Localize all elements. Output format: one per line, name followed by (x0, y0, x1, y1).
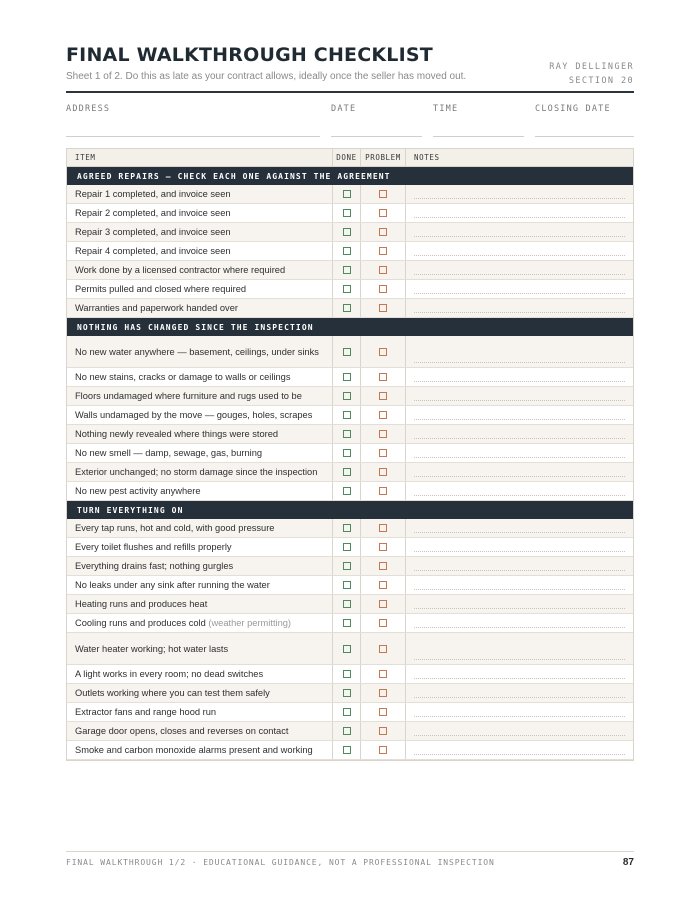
item-cell (67, 463, 333, 481)
problem-cell (361, 336, 406, 367)
item-text-wrap (75, 522, 274, 534)
item-text: Floors undamaged where furniture and rugs used to be (75, 391, 302, 401)
item-text-wrap (75, 687, 270, 699)
item-text: Water heater working; hot water lasts (75, 643, 229, 654)
item-cell (67, 722, 333, 740)
item-cell (67, 280, 333, 298)
item-text: Everything drains fast; nothing gurgles (75, 561, 234, 571)
problem-checkbox[interactable] (379, 708, 387, 716)
item-text-wrap (75, 744, 313, 756)
problem-column-header: PROBLEM (361, 149, 406, 166)
done-checkbox[interactable] (343, 266, 351, 274)
done-checkbox[interactable] (343, 581, 351, 589)
closing-date-field[interactable] (535, 136, 634, 137)
problem-checkbox[interactable] (379, 209, 387, 217)
item-text: No new pest activity anywhere (75, 486, 201, 496)
done-checkbox[interactable] (343, 670, 351, 678)
item-text-wrap (75, 706, 216, 718)
done-checkbox[interactable] (343, 468, 351, 476)
section-header: AGREED REPAIRS — CHECK EACH ONE AGAINST THE AGREEMENT (67, 167, 633, 185)
item-text-wrap (75, 302, 238, 314)
item-text: Cooling runs and produces cold (75, 618, 206, 628)
done-checkbox[interactable] (343, 524, 351, 532)
notes-cell[interactable] (406, 185, 633, 203)
checklist-row (67, 425, 633, 444)
item-text: Warranties and paperwork handed over (75, 303, 238, 313)
item-cell (67, 444, 333, 462)
item-text-wrap (75, 617, 291, 629)
item-note-muted: (weather permitting) (208, 618, 292, 628)
notes-line (414, 532, 625, 533)
done-checkbox[interactable] (343, 348, 351, 356)
notes-cell[interactable] (406, 261, 633, 279)
notes-cell[interactable] (406, 614, 633, 632)
item-cell (67, 425, 333, 443)
item-cell (67, 703, 333, 721)
page-title: FINAL WALKTHROUGH CHECKLIST (66, 44, 433, 66)
item-text: A light works in every room; no dead switches (75, 669, 264, 679)
checklist-row (67, 185, 633, 204)
problem-checkbox[interactable] (379, 670, 387, 678)
done-checkbox[interactable] (343, 487, 351, 495)
notes-line (414, 236, 625, 237)
notes-line (414, 438, 625, 439)
notes-cell[interactable] (406, 633, 633, 664)
problem-cell (361, 482, 406, 500)
notes-line (414, 627, 625, 628)
notes-line (414, 217, 625, 218)
done-checkbox[interactable] (343, 708, 351, 716)
item-text-wrap (75, 346, 319, 358)
author-name: RAY DELLINGER (549, 62, 634, 72)
item-text: Repair 2 completed, and invoice seen (75, 208, 231, 218)
item-text-wrap (75, 283, 246, 295)
notes-line (414, 457, 625, 458)
checklist-row (67, 336, 633, 368)
item-text-wrap (75, 188, 231, 200)
checklist-row (67, 703, 633, 722)
done-checkbox[interactable] (343, 228, 351, 236)
done-checkbox[interactable] (343, 190, 351, 198)
notes-cell[interactable] (406, 703, 633, 721)
checklist-row (67, 280, 633, 299)
checklist-row (67, 444, 633, 463)
checklist-row (67, 684, 633, 703)
item-text-wrap (75, 541, 232, 553)
done-checkbox[interactable] (343, 562, 351, 570)
done-cell (333, 703, 361, 721)
problem-cell (361, 280, 406, 298)
done-cell (333, 368, 361, 386)
problem-checkbox[interactable] (379, 600, 387, 608)
problem-checkbox[interactable] (379, 392, 387, 400)
done-cell (333, 633, 361, 664)
done-checkbox[interactable] (343, 373, 351, 381)
notes-cell[interactable] (406, 242, 633, 260)
notes-line (414, 400, 625, 401)
closing-date-label: CLOSING DATE (535, 104, 611, 114)
checklist-row (67, 741, 633, 760)
notes-cell[interactable] (406, 368, 633, 386)
checklist-row (67, 614, 633, 633)
done-cell (333, 684, 361, 702)
notes-cell[interactable] (406, 665, 633, 683)
notes-cell[interactable] (406, 463, 633, 481)
done-cell (333, 261, 361, 279)
problem-cell (361, 406, 406, 424)
date-field[interactable] (331, 136, 422, 137)
problem-cell (361, 204, 406, 222)
done-cell (333, 444, 361, 462)
item-cell (67, 204, 333, 222)
item-text-wrap (75, 560, 233, 572)
problem-cell (361, 261, 406, 279)
problem-checkbox[interactable] (379, 411, 387, 419)
problem-checkbox[interactable] (379, 689, 387, 697)
notes-cell[interactable] (406, 299, 633, 317)
notes-line (414, 551, 625, 552)
notes-line (414, 419, 625, 420)
problem-cell (361, 665, 406, 683)
item-text-wrap (75, 447, 262, 459)
header-divider (66, 91, 634, 93)
item-cell (67, 482, 333, 500)
item-text: Garage door opens, closes and reverses on contact (75, 726, 289, 736)
item-cell (67, 741, 333, 759)
done-checkbox[interactable] (343, 209, 351, 217)
done-cell (333, 665, 361, 683)
problem-checkbox[interactable] (379, 266, 387, 274)
problem-checkbox[interactable] (379, 727, 387, 735)
done-checkbox[interactable] (343, 430, 351, 438)
checklist-row (67, 482, 633, 501)
item-text: Work done by a licensed contractor where required (75, 265, 286, 275)
problem-checkbox[interactable] (379, 373, 387, 381)
item-text: Nothing newly revealed where things were stored (75, 429, 279, 439)
item-text-wrap (75, 643, 228, 655)
notes-line (414, 735, 625, 736)
notes-line (414, 659, 625, 660)
item-text-wrap (75, 579, 270, 591)
checklist-row (67, 665, 633, 684)
done-cell (333, 741, 361, 759)
notes-line (414, 312, 625, 313)
notes-cell[interactable] (406, 741, 633, 759)
done-cell (333, 242, 361, 260)
time-field[interactable] (433, 136, 524, 137)
notes-cell[interactable] (406, 538, 633, 556)
notes-cell[interactable] (406, 557, 633, 575)
notes-line (414, 476, 625, 477)
notes-line (414, 697, 625, 698)
checklist-row (67, 519, 633, 538)
notes-cell[interactable] (406, 204, 633, 222)
item-text: No new smell — damp, sewage, gas, burning (75, 448, 263, 458)
item-cell (67, 261, 333, 279)
problem-cell (361, 444, 406, 462)
date-label: DATE (331, 104, 357, 114)
item-text: Repair 4 completed, and invoice seen (75, 246, 231, 256)
problem-cell (361, 387, 406, 405)
item-cell (67, 665, 333, 683)
notes-cell[interactable] (406, 336, 633, 367)
table-header-row (67, 149, 633, 167)
item-text-wrap (75, 668, 263, 680)
done-cell (333, 387, 361, 405)
done-checkbox[interactable] (343, 247, 351, 255)
done-cell (333, 406, 361, 424)
notes-cell[interactable] (406, 482, 633, 500)
item-cell (67, 368, 333, 386)
done-checkbox[interactable] (343, 600, 351, 608)
problem-cell (361, 242, 406, 260)
done-cell (333, 185, 361, 203)
problem-checkbox[interactable] (379, 524, 387, 532)
done-cell (333, 280, 361, 298)
problem-checkbox[interactable] (379, 449, 387, 457)
checklist-row (67, 595, 633, 614)
problem-checkbox[interactable] (379, 746, 387, 754)
item-text-wrap (75, 226, 231, 238)
item-text-wrap (75, 598, 207, 610)
item-cell (67, 633, 333, 664)
done-checkbox[interactable] (343, 727, 351, 735)
problem-checkbox[interactable] (379, 247, 387, 255)
problem-checkbox[interactable] (379, 190, 387, 198)
item-text: No new stains, cracks or damage to walls or ceilings (75, 372, 291, 382)
item-text-wrap (75, 264, 285, 276)
checklist-row (67, 633, 633, 665)
item-text-wrap (75, 207, 231, 219)
problem-checkbox[interactable] (379, 304, 387, 312)
item-text: Every tap runs, hot and cold, with good pressure (75, 523, 275, 533)
notes-line (414, 381, 625, 382)
problem-checkbox[interactable] (379, 645, 387, 653)
notes-cell[interactable] (406, 595, 633, 613)
done-cell (333, 519, 361, 537)
notes-line (414, 198, 625, 199)
item-text: Walls undamaged by the move — gouges, holes, scrapes (75, 410, 313, 420)
item-cell (67, 336, 333, 367)
item-cell (67, 406, 333, 424)
checklist-row (67, 242, 633, 261)
done-cell (333, 614, 361, 632)
done-cell (333, 425, 361, 443)
problem-cell (361, 519, 406, 537)
done-checkbox[interactable] (343, 285, 351, 293)
item-cell (67, 595, 333, 613)
checklist-row (67, 463, 633, 482)
notes-line (414, 589, 625, 590)
notes-line (414, 608, 625, 609)
item-text-wrap (75, 390, 302, 402)
notes-cell[interactable] (406, 387, 633, 405)
notes-line (414, 678, 625, 679)
item-text-wrap (75, 371, 290, 383)
notes-line (414, 274, 625, 275)
section-label: SECTION 20 (568, 76, 634, 86)
item-cell (67, 185, 333, 203)
notes-cell[interactable] (406, 576, 633, 594)
done-checkbox[interactable] (343, 449, 351, 457)
notes-cell[interactable] (406, 519, 633, 537)
problem-checkbox[interactable] (379, 228, 387, 236)
item-column-header: ITEM (67, 149, 333, 166)
problem-checkbox[interactable] (379, 487, 387, 495)
item-text: Every toilet flushes and refills properly (75, 542, 232, 552)
done-cell (333, 557, 361, 575)
item-cell (67, 557, 333, 575)
notes-cell[interactable] (406, 280, 633, 298)
page-subtitle: Sheet 1 of 2. Do this as late as your contract allows, ideally once the seller has moved out. (66, 71, 467, 82)
done-cell (333, 576, 361, 594)
notes-column-header: NOTES (414, 153, 440, 162)
item-text-wrap (75, 485, 201, 497)
done-cell (333, 336, 361, 367)
problem-cell (361, 633, 406, 664)
notes-line (414, 495, 625, 496)
problem-cell (361, 741, 406, 759)
time-label: TIME (433, 104, 459, 114)
problem-cell (361, 425, 406, 443)
address-field[interactable] (66, 136, 320, 137)
item-cell (67, 299, 333, 317)
checklist-row (67, 387, 633, 406)
item-text: Permits pulled and closed where required (75, 284, 247, 294)
problem-checkbox[interactable] (379, 285, 387, 293)
problem-checkbox[interactable] (379, 430, 387, 438)
item-text: Outlets working where you can test them safely (75, 688, 270, 698)
problem-checkbox[interactable] (379, 348, 387, 356)
notes-cell[interactable] (406, 684, 633, 702)
item-text: Repair 1 completed, and invoice seen (75, 189, 231, 199)
problem-cell (361, 299, 406, 317)
item-cell (67, 519, 333, 537)
problem-cell (361, 703, 406, 721)
item-text: Exterior unchanged; no storm damage since the inspection (75, 467, 318, 477)
problem-checkbox[interactable] (379, 619, 387, 627)
done-cell (333, 223, 361, 241)
checklist-row (67, 557, 633, 576)
problem-cell (361, 538, 406, 556)
problem-cell (361, 684, 406, 702)
done-checkbox[interactable] (343, 619, 351, 627)
item-text-wrap (75, 428, 278, 440)
page-number: 87 (622, 857, 634, 868)
done-checkbox[interactable] (343, 392, 351, 400)
table-body (67, 167, 633, 760)
done-cell (333, 204, 361, 222)
checklist-row (67, 223, 633, 242)
item-cell (67, 242, 333, 260)
item-text-wrap (75, 245, 231, 257)
checklist-row (67, 368, 633, 387)
notes-cell[interactable] (406, 444, 633, 462)
checklist-row (67, 722, 633, 741)
author-block (549, 60, 634, 88)
problem-cell (361, 614, 406, 632)
checklist-row (67, 204, 633, 223)
notes-line (414, 293, 625, 294)
done-checkbox[interactable] (343, 304, 351, 312)
checklist-row (67, 406, 633, 425)
footer-text: FINAL WALKTHROUGH 1/2 · EDUCATIONAL GUIDANCE, NOT A PROFESSIONAL INSPECTION (66, 858, 495, 867)
address-label: ADDRESS (66, 104, 111, 114)
done-cell (333, 538, 361, 556)
problem-checkbox[interactable] (379, 468, 387, 476)
footer-divider (66, 851, 634, 852)
problem-checkbox[interactable] (379, 562, 387, 570)
done-column-header: DONE (333, 149, 361, 166)
done-cell (333, 482, 361, 500)
problem-checkbox[interactable] (379, 543, 387, 551)
problem-cell (361, 463, 406, 481)
problem-cell (361, 557, 406, 575)
problem-cell (361, 722, 406, 740)
section-header: NOTHING HAS CHANGED SINCE THE INSPECTION (67, 318, 633, 336)
item-cell (67, 538, 333, 556)
item-text: Repair 3 completed, and invoice seen (75, 227, 231, 237)
done-cell (333, 722, 361, 740)
done-cell (333, 595, 361, 613)
item-text-wrap (75, 725, 288, 737)
checklist-row (67, 576, 633, 595)
item-text: Smoke and carbon monoxide alarms present and working (75, 745, 313, 755)
item-text-wrap (75, 466, 317, 478)
done-checkbox[interactable] (343, 645, 351, 653)
problem-cell (361, 185, 406, 203)
done-cell (333, 299, 361, 317)
item-cell (67, 223, 333, 241)
notes-line (414, 754, 625, 755)
item-text: No new water anywhere — basement, ceilings, under sinks (75, 346, 319, 357)
problem-cell (361, 576, 406, 594)
checklist-row (67, 538, 633, 557)
section-header: TURN EVERYTHING ON (67, 501, 633, 519)
notes-line (414, 570, 625, 571)
done-checkbox[interactable] (343, 746, 351, 754)
problem-cell (361, 595, 406, 613)
checklist-table (66, 148, 634, 761)
notes-line (414, 362, 625, 363)
problem-cell (361, 223, 406, 241)
done-checkbox[interactable] (343, 689, 351, 697)
item-text: Extractor fans and range hood run (75, 707, 217, 717)
problem-cell (361, 368, 406, 386)
checklist-row (67, 299, 633, 318)
item-text: No leaks under any sink after running the water (75, 580, 270, 590)
item-text: Heating runs and produces heat (75, 599, 208, 609)
problem-checkbox[interactable] (379, 581, 387, 589)
notes-cell[interactable] (406, 223, 633, 241)
item-cell (67, 614, 333, 632)
notes-cell[interactable] (406, 425, 633, 443)
item-cell (67, 576, 333, 594)
notes-cell[interactable] (406, 406, 633, 424)
done-checkbox[interactable] (343, 543, 351, 551)
notes-line (414, 716, 625, 717)
done-cell (333, 463, 361, 481)
notes-cell[interactable] (406, 722, 633, 740)
item-text-wrap (75, 409, 312, 421)
item-cell (67, 387, 333, 405)
checklist-row (67, 261, 633, 280)
done-checkbox[interactable] (343, 411, 351, 419)
notes-line (414, 255, 625, 256)
item-cell (67, 684, 333, 702)
